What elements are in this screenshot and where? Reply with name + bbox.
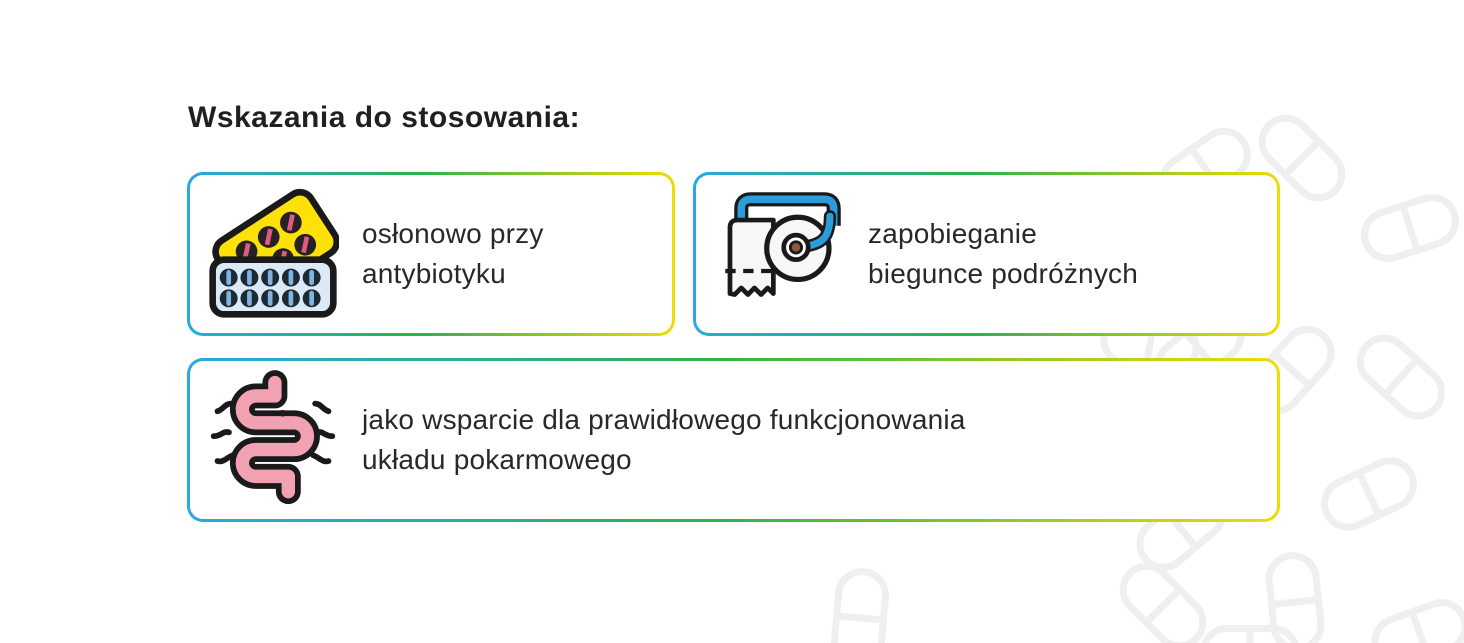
indication-text-line: układu pokarmowego — [362, 444, 632, 475]
capsule-watermark-icon — [1364, 592, 1464, 643]
indication-text-line: biegunce podróżnych — [868, 258, 1138, 289]
indication-card-antibiotic-body — [190, 175, 672, 333]
indication-text-line: zapobieganie — [868, 218, 1037, 249]
capsule-watermark-icon — [829, 566, 892, 643]
indication-card-travel-diarrhea — [693, 172, 1280, 336]
page-title: Wskazania do stosowania: — [188, 101, 581, 134]
indication-card-digestive-support-body — [190, 361, 1277, 519]
capsule-watermark-icon — [1346, 323, 1456, 430]
indication-card-antibiotic — [187, 172, 675, 336]
indication-text-line: antybiotyku — [362, 258, 506, 289]
indication-text-line: osłonowo przy — [362, 218, 544, 249]
blister-packs-icon — [206, 188, 340, 320]
indication-card-digestive-support — [187, 358, 1280, 522]
indication-text-antibiotic — [362, 214, 544, 294]
toilet-paper-roll-icon — [712, 188, 846, 320]
capsule-watermark-icon — [1354, 187, 1464, 269]
intestines-icon — [206, 370, 340, 510]
indication-text-digestive-support — [362, 400, 966, 480]
indication-text-travel-diarrhea — [868, 214, 1138, 294]
capsule-watermark-icon — [1200, 625, 1300, 643]
indication-text-line: jako wsparcie dla prawidłowego funkcjonowania — [362, 404, 966, 435]
capsule-watermark-icon — [1312, 448, 1425, 539]
indication-card-travel-diarrhea-body — [696, 175, 1277, 333]
